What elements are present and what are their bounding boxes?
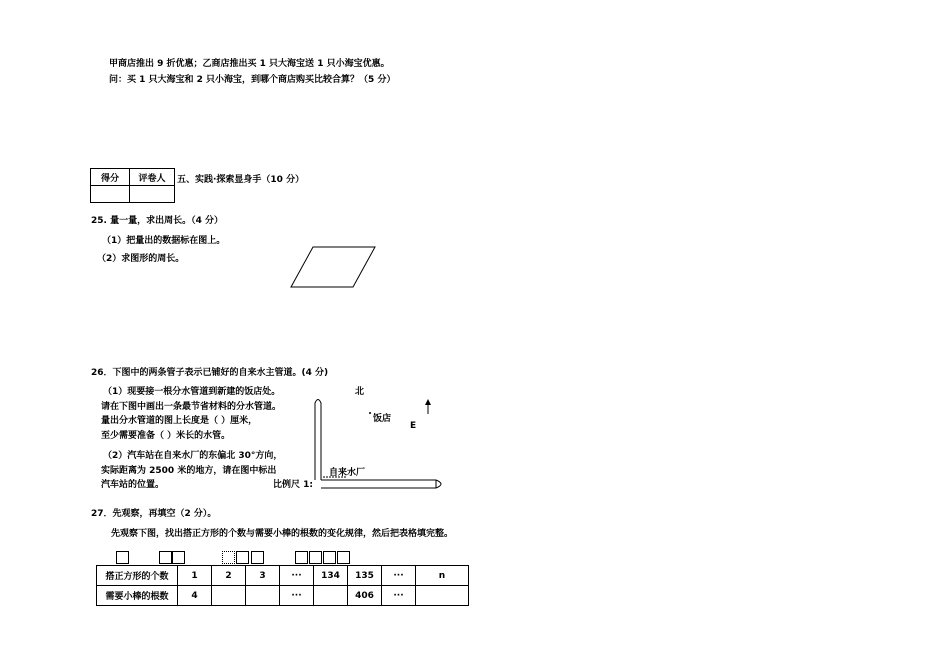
top-question-line-2: 问：买 1 只大海宝和 2 只小海宝，到哪个商店购买比较合算？（5 分） — [109, 75, 396, 85]
table-cell: 3 — [246, 566, 280, 586]
q26-part-6: 实际距离为 2500 米的地方，请在图中标出 — [101, 466, 277, 476]
table-cell: ··· — [382, 586, 416, 606]
table-cell: ··· — [280, 586, 314, 606]
horizontal-pipe — [321, 480, 441, 488]
table-cell: 135 — [348, 566, 382, 586]
vertical-pipe — [315, 400, 321, 481]
table-cell: 406 — [348, 586, 382, 606]
map-waterworks-label: 自来水厂 — [329, 468, 366, 478]
map-scale-label: 比例尺 1: — [273, 480, 313, 490]
q26-part-2: 请在下图中画出一条最节省材料的分水管道。 — [101, 402, 282, 412]
q26-part-7: 汽车站的位置。 — [101, 480, 165, 490]
grader-label: 评卷人 — [130, 169, 175, 186]
map-east-label: E — [410, 421, 417, 431]
table-cell: 1 — [178, 566, 212, 586]
parallelogram-shape — [291, 247, 375, 287]
q26-part-3: 量出分水管道的图上长度是（ ）厘米， — [101, 416, 258, 426]
q26-title: 26．下图中的两条管子表示已铺好的自来水主管道。(4 分) — [91, 368, 329, 378]
table-cell: 2 — [212, 566, 246, 586]
table-cell: 134 — [314, 566, 348, 586]
table-cell: 需要小棒的根数 — [97, 586, 178, 606]
table-cell: 搭正方形的个数 — [97, 566, 178, 586]
q26-part-5: （2）汽车站在自来水厂的东偏北 30°方向， — [103, 451, 283, 461]
map-restaurant-label: 饭店 — [373, 414, 392, 424]
q26-part-1: （1）现要接一根分水管道到新建的饭店处。 — [103, 387, 281, 397]
score-label: 得分 — [91, 169, 130, 186]
map-north-label: 北 — [355, 387, 365, 397]
q25-title: 25. 量一量，求出周长。（4 分） — [91, 216, 223, 226]
q26-part-4: 至少需要准备（ ）米长的水管。 — [101, 431, 231, 441]
q25-part-1: （1）把量出的数据标在图上。 — [102, 236, 226, 246]
section-title: 五、实践·探索显身手（10 分） — [177, 175, 305, 185]
table-cell: n — [416, 566, 469, 586]
table-cell: ··· — [382, 566, 416, 586]
q27-instruction: 先观察下图，找出搭正方形的个数与需要小棒的根数的变化规律，然后把表格填完整。 — [111, 529, 454, 539]
q25-part-2: （2）求图形的周长。 — [97, 254, 185, 264]
top-question-line-1: 甲商店推出 9 折优惠；乙商店推出买 1 只大海宝送 1 只小海宝优惠。 — [109, 59, 390, 69]
restaurant-point-icon — [369, 412, 371, 414]
table-cell: 4 — [178, 586, 212, 606]
q27-title: 27．先观察，再填空（2 分）。 — [91, 509, 217, 519]
table-cell: ··· — [280, 566, 314, 586]
